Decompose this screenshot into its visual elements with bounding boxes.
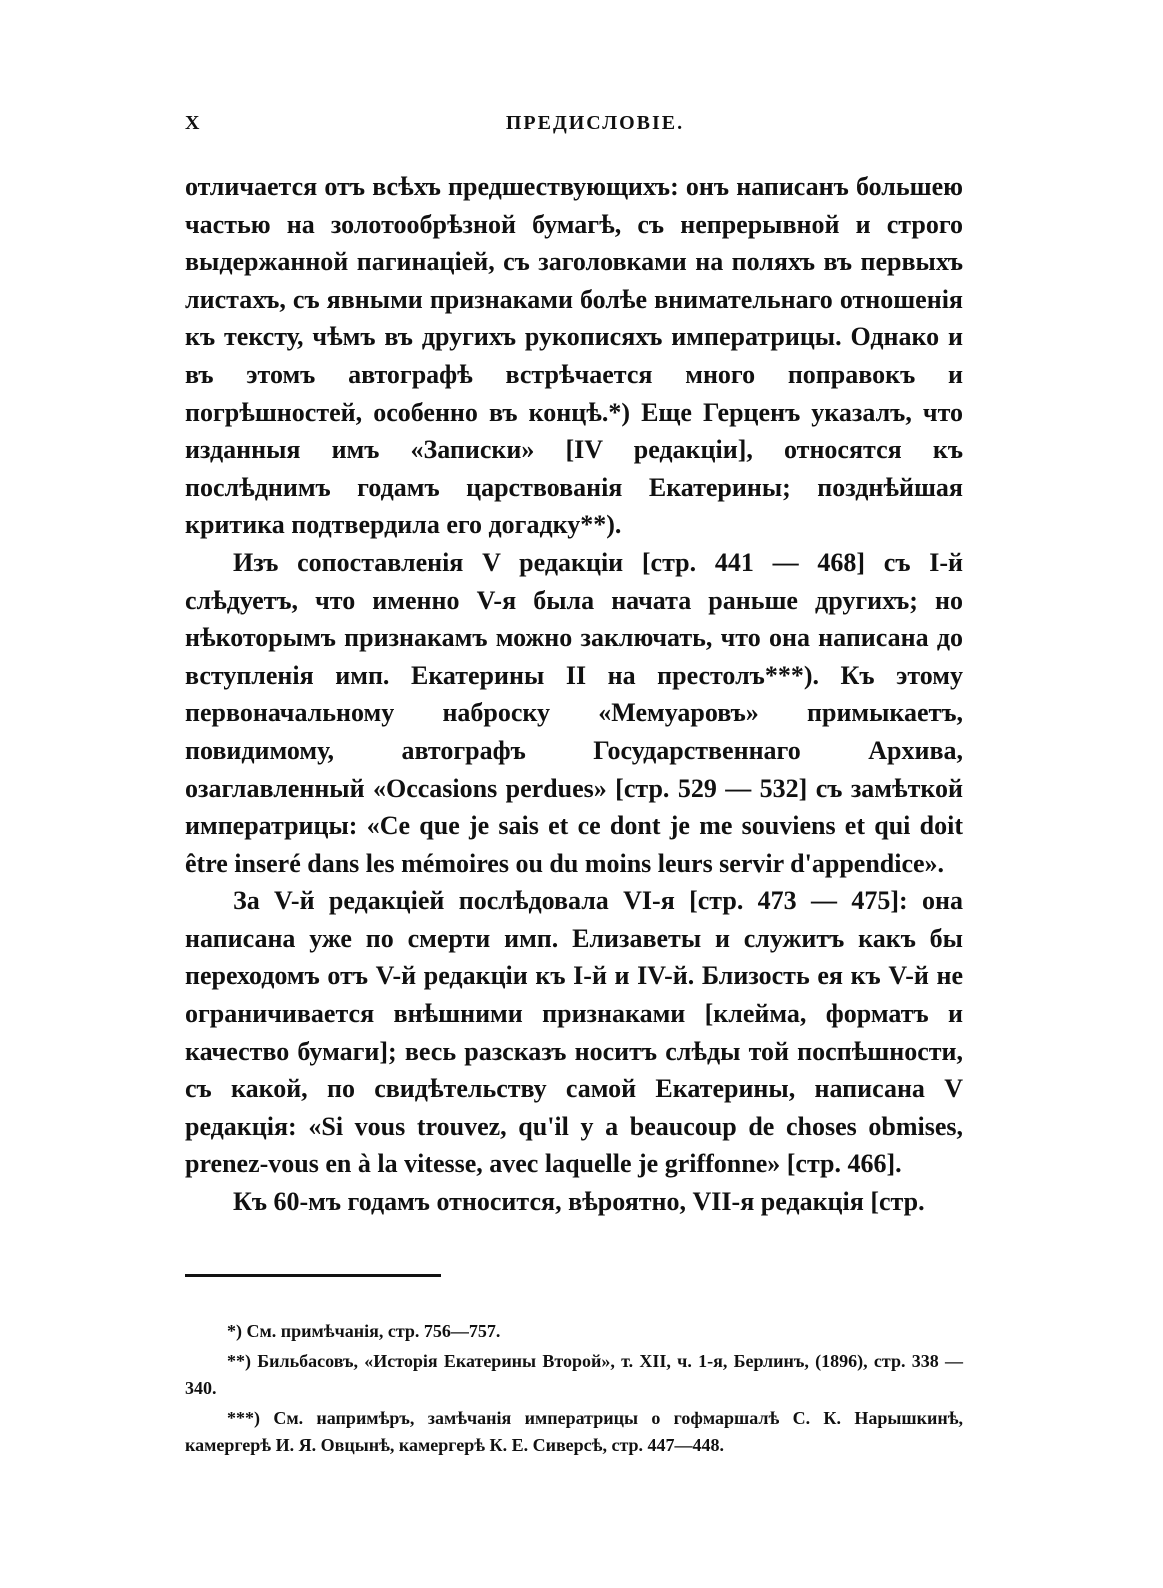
paragraph: отличается отъ всѣхъ предшествующихъ: онъ написанъ большею частью на золотообрѣзной бумагѣ, съ непрерывной и строго выдержанной пагинаціей, съ заголовками на поляхъ въ первыхъ листахъ, съ явными признаками болѣе внимательнаго отношенія къ тексту, чѣмъ въ другихъ рукописяхъ императрицы. Однако и въ этомъ автографѣ встрѣчается много поправокъ и погрѣшностей, особенно въ концѣ.*) Еще Герценъ указалъ, что изданныя имъ «Записки» [IV редакціи], относятся къ послѣднимъ годамъ царствованія Екатерины; позднѣйшая критика подтвердила его догадку**). [185,172,963,540]
paragraph: За V-й редакціей послѣдовала VI-я [стр. 473 — 475]: она написана уже по смерти имп. Елизаветы и служитъ какъ бы переходомъ отъ V-й редакціи къ I-й и IV-й. Близость ея къ V-й не ограничивается внѣшними признаками [клейма, форматъ и качество бумаги]; весь разсказъ носитъ слѣды той поспѣшности, съ какой, по свидѣтельству самой Екатерины, написана V редакція: «Si vous trouvez, qu'il y a beaucoup de choses obmises, prenez-vous en à la vitesse, avec laquelle je griffonne» [стр. 466]. [185,886,963,1179]
page-header [185,112,965,142]
footnote: **) Бильбасовъ, «Исторія Екатерины Второй», т. XII, ч. 1-я, Берлинъ, (1896), стр. 338 — 340. [185,1350,963,1399]
running-title: ПРЕДИСЛОВІЕ. [505,112,685,134]
footnote-divider [185,1274,441,1277]
footnotes [185,1318,963,1462]
footnote: ***) См. напримѣръ, замѣчанія императрицы о гофмаршалѣ С. К. Нарышкинѣ, камергерѣ И. Я. Овцынѣ, камергерѣ К. Е. Сиверсѣ, стр. 447—448. [185,1407,963,1456]
footnote: *) См. примѣчанія, стр. 756—757. [227,1321,501,1341]
page-number: X [185,112,200,134]
paragraph: Къ 60-мъ годамъ относится, вѣроятно, VII-я редакція [стр. [233,1187,925,1217]
paragraph: Изъ сопоставленія V редакціи [стр. 441 — 468] съ I-й слѣдуетъ, что именно V-я была начата раньше другихъ; но нѣкоторымъ признакамъ можно заключать, что она написана до вступленія имп. Екатерины II на престолъ***). Къ этому первоначальному наброску «Мемуаровъ» примыкаетъ, повидимому, автографъ Государственнаго Архива, озаглавленный «Occasions perdues» [стр. 529 — 532] съ замѣткой императрицы: «Ce que je sais et ce dont je me souviens et qui doit être inseré dans les mémoires ou du moins leurs servir d'appendice». [185,547,963,878]
main-text [185,168,963,1221]
